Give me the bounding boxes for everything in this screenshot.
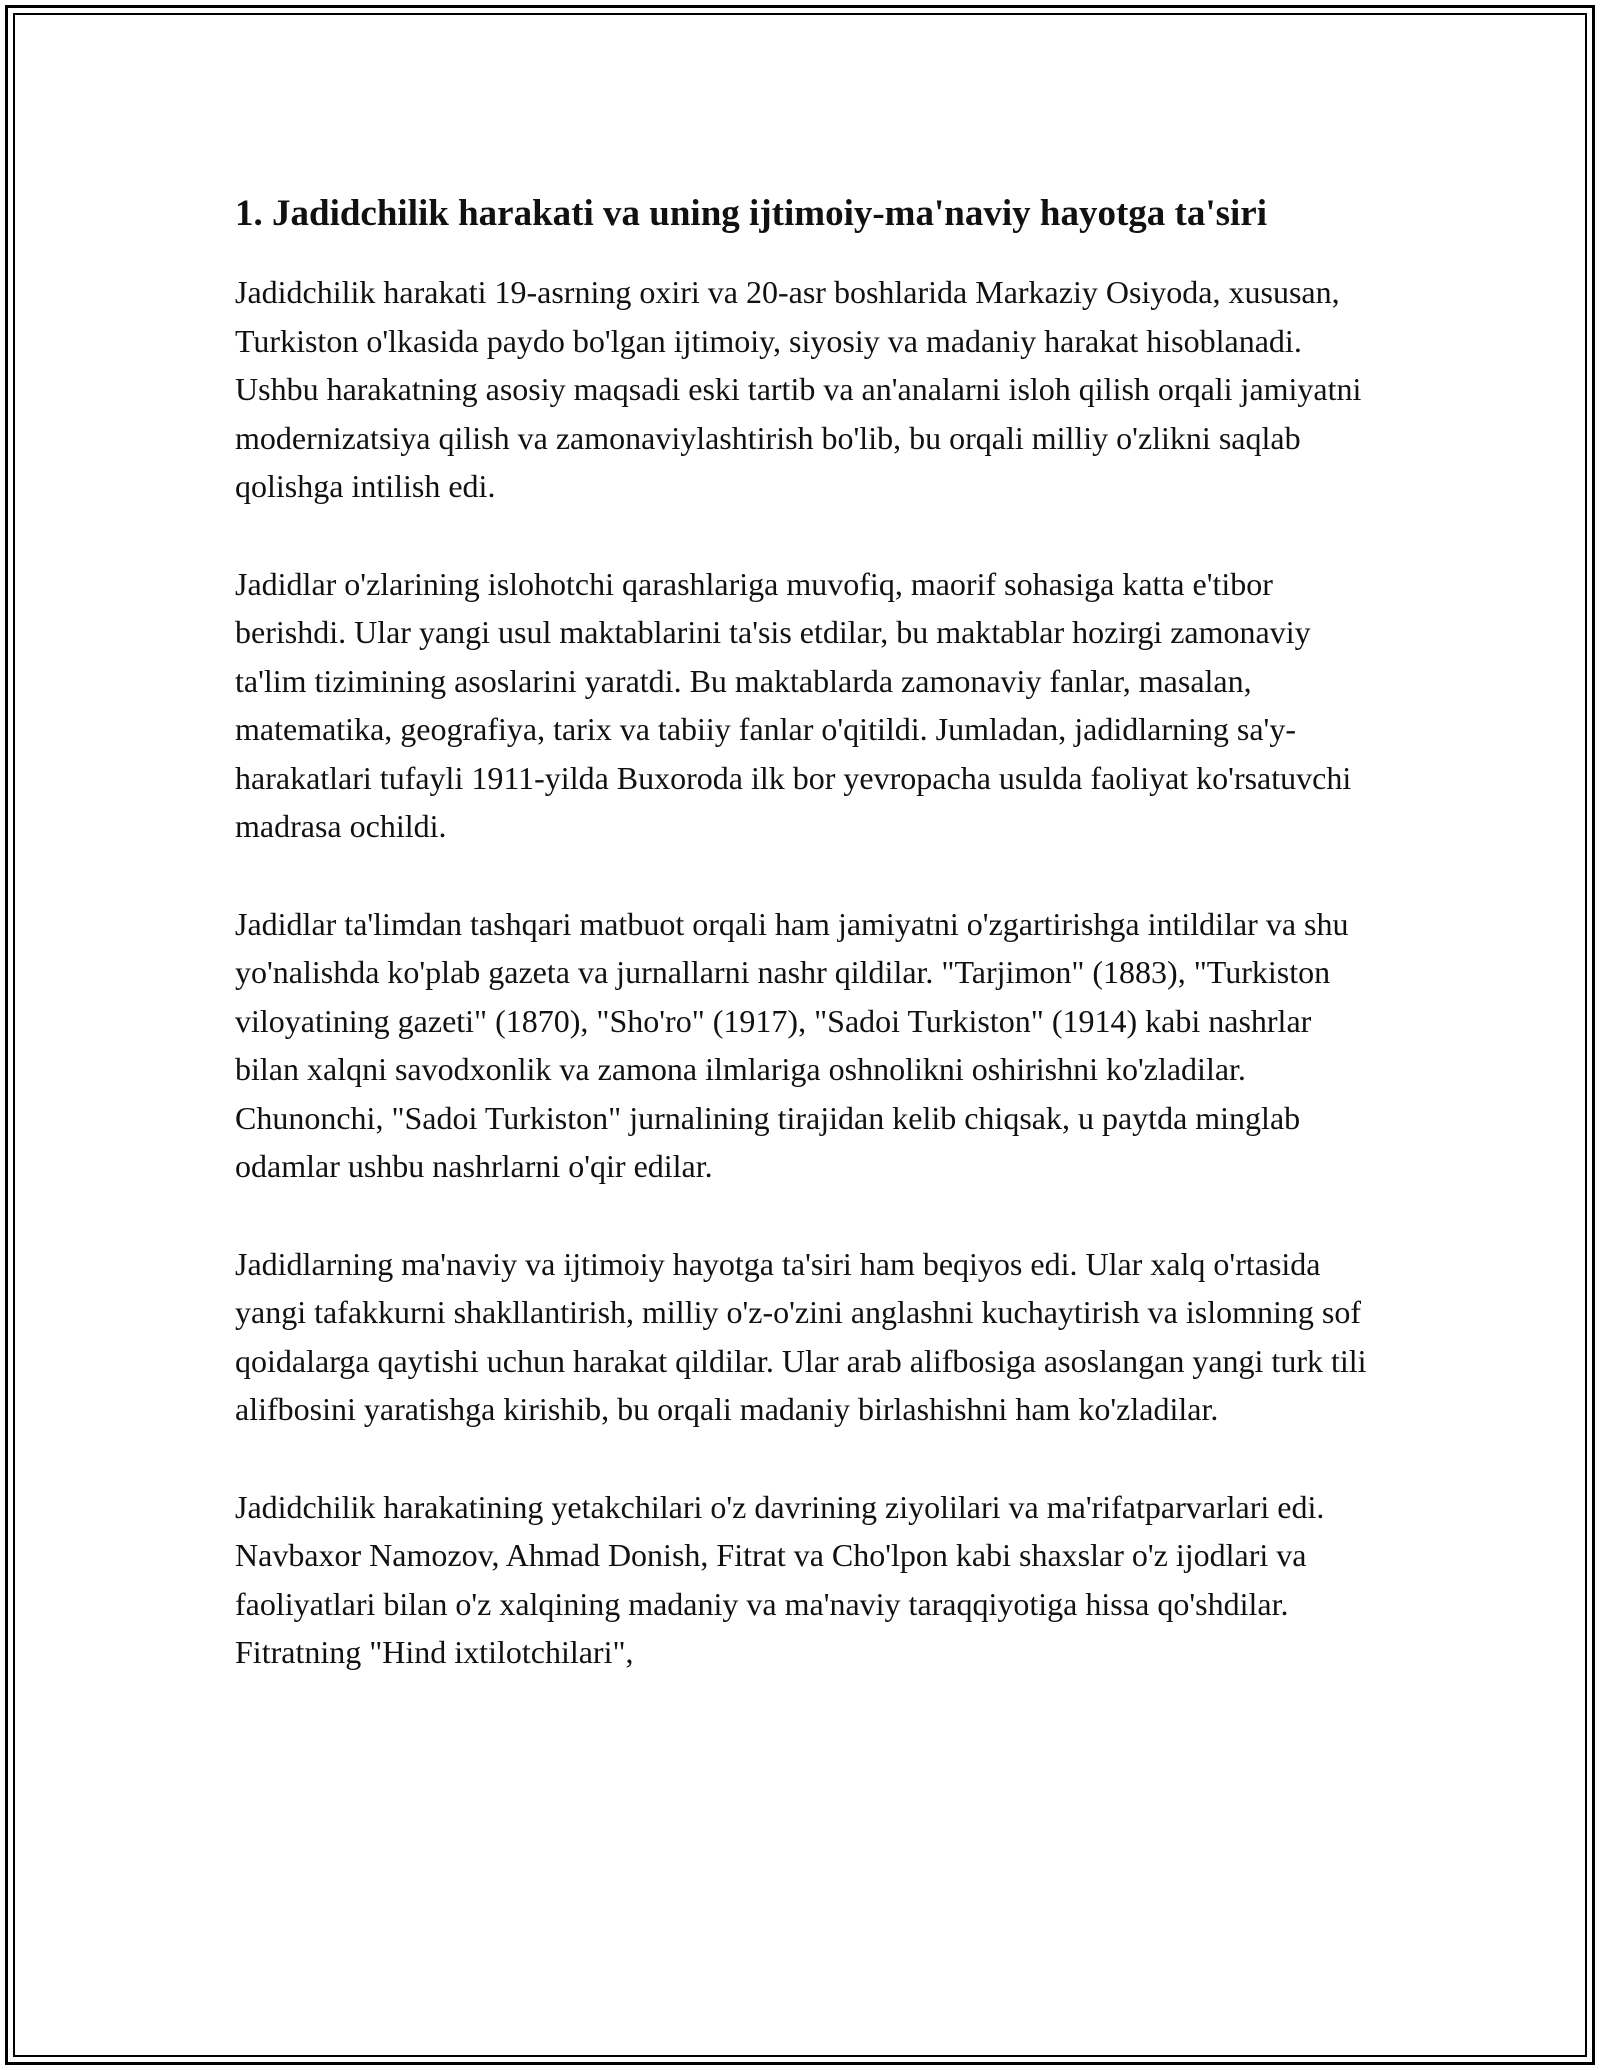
document-body (235, 186, 1375, 1677)
document-title: 1. Jadidchilik harakati va uning ijtimoiy-ma'naviy hayotga ta'siri (235, 193, 1268, 234)
paragraph-5: Jadidchilik harakatining yetakchilari o'z davrining ziyolilari va ma'rifatparvarlari edi. Navbaxor Namozov, Ahmad Donish, Fitrat va Cho'lpon kabi shaxslar o'z ijodlari va faoliyatlari bilan o'z xalqining madaniy va ma'naviy taraqqiyotiga hissa qo'shdilar. Fitratning "Hind ixtilotchilari", (235, 1488, 1325, 1670)
paragraph-2: Jadidlar o'zlarining islohotchi qarashlariga muvofiq, maorif sohasiga katta e'tibor berishdi. Ular yangi usul maktablarini ta'sis etdilar, bu maktablar hozirgi zamonaviy ta'lim tizimining asoslarini yaratdi. Bu maktablarda zamonaviy fanlar, masalan, matematika, geografiya, tarix va tabiiy fanlar o'qitildi. Jumladan, jadidlarning sa'y-harakatlari tufayli 1911-yilda Buxoroda ilk bor yevropacha usulda faoliyat ko'rsatuvchi madrasa ochildi. (235, 565, 1352, 844)
paragraph-1: Jadidchilik harakati 19-asrning oxiri va 20-asr boshlarida Markaziy Osiyoda, xususan, Turkiston o'lkasida paydo bo'lgan ijtimoiy, siyosiy va madaniy harakat hisoblanadi. Ushbu harakatning asosiy maqsadi eski tartib va an'analarni isloh qilish orqali jamiyatni modernizatsiya qilish va zamonaviylashtirish bo'lib, bu orqali milliy o'zlikni saqlab qolishga intilish edi. (235, 274, 1362, 504)
paragraph-4: Jadidlarning ma'naviy va ijtimoiy hayotga ta'siri ham beqiyos edi. Ular xalq o'rtasida yangi tafakkurni shakllantirish, milliy o'z-o'zini anglashni kuchaytirish va islomning sof qoidalarga qaytishi uchun harakat qildilar. Ular arab alifbosiga asoslangan yangi turk tili alifbosini yaratishga kirishib, bu orqali madaniy birlashishni ham ko'zladilar. (235, 1245, 1367, 1427)
paragraph-3: Jadidlar ta'limdan tashqari matbuot orqali ham jamiyatni o'zgartirishga intildilar va shu yo'nalishda ko'plab gazeta va jurnallarni nashr qildilar. "Tarjimon" (1883), "Turkiston viloyatining gazeti" (1870), "Sho'ro" (1917), "Sadoi Turkiston" (1914) kabi nashrlar bilan xalqni savodxonlik va zamona ilmlariga oshnolikni oshirishni ko'zladilar. Chunonchi, "Sadoi Turkiston" jurnalining tirajidan kelib chiqsak, u paytda minglab odamlar ushbu nashrlarni o'qir edilar. (235, 905, 1349, 1184)
